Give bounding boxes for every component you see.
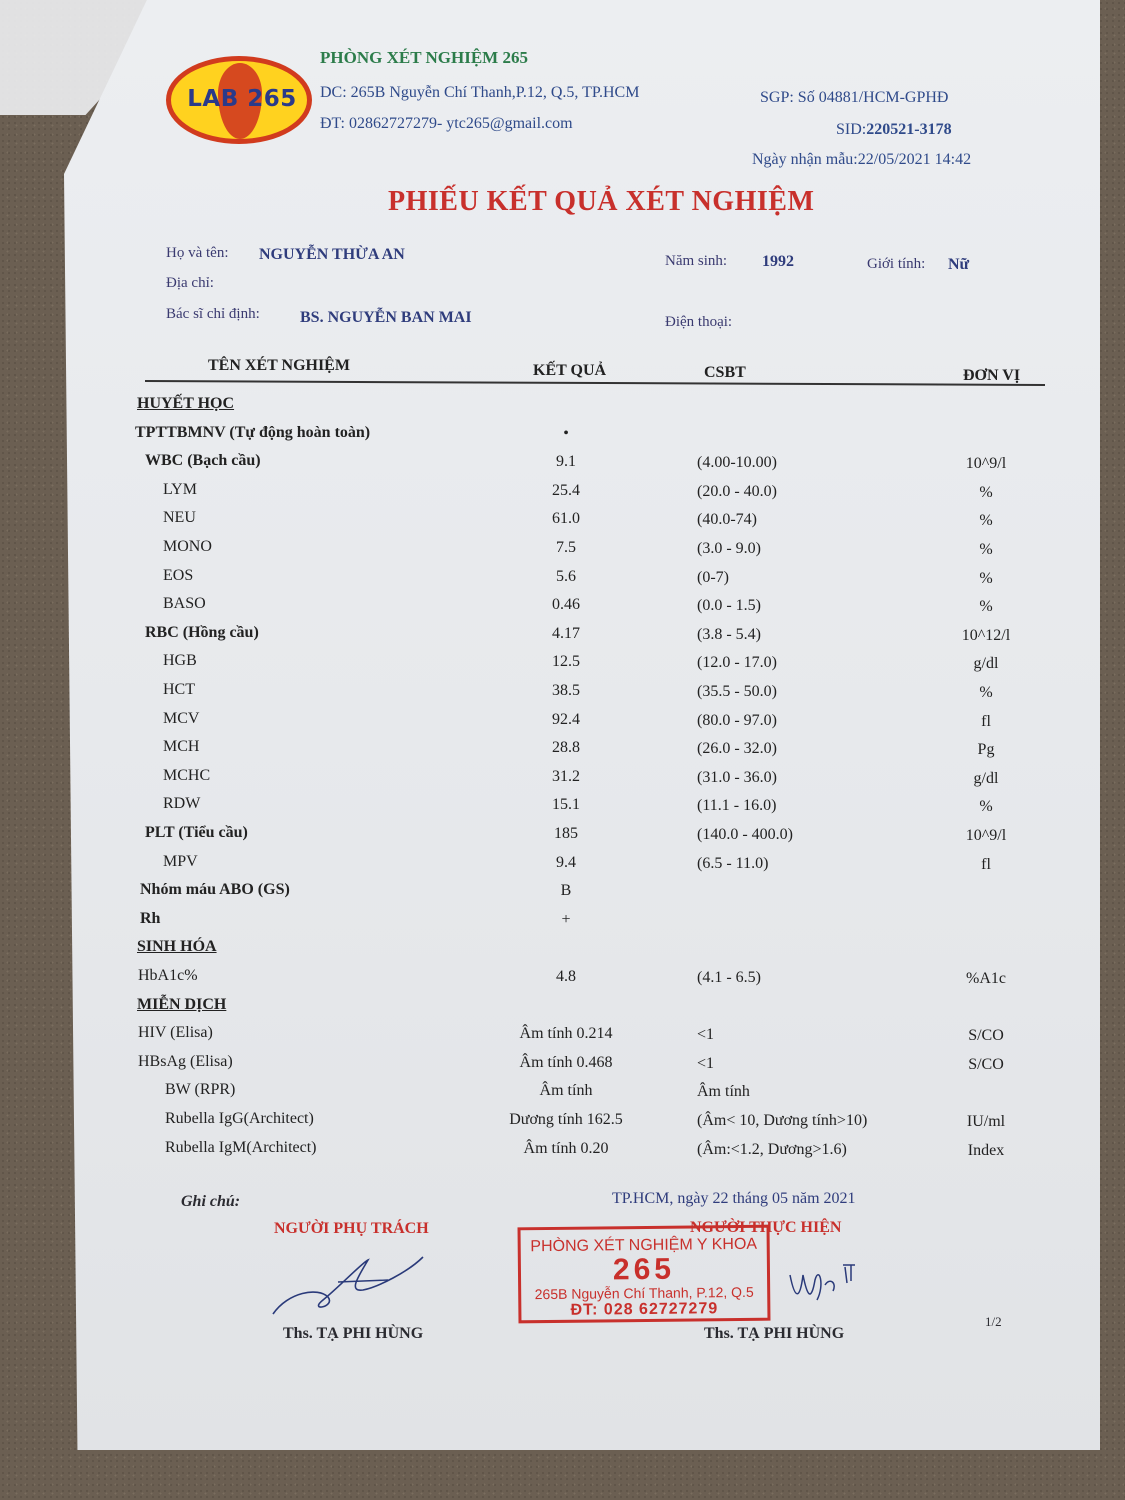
unit: % xyxy=(979,512,993,529)
unit: fl xyxy=(981,856,991,873)
unit: fl xyxy=(981,713,991,730)
gender-label: Giới tính: xyxy=(867,256,926,272)
test-name: RDW xyxy=(163,795,201,812)
address-label: Địa chỉ: xyxy=(166,275,214,291)
test-result: 28.8 xyxy=(552,739,580,756)
test-name: Rh xyxy=(140,910,161,927)
reference-range: (31.0 - 36.0) xyxy=(697,769,777,786)
test-result: 25.4 xyxy=(552,482,580,499)
col-unit: ĐƠN VỊ xyxy=(963,367,1021,384)
test-result: 61.0 xyxy=(552,510,580,527)
doctor-label: Bác sĩ chỉ định: xyxy=(166,306,260,322)
section-heading: SINH HÓA xyxy=(137,938,217,955)
test-name: HCT xyxy=(163,681,195,698)
reference-range: <1 xyxy=(697,1055,715,1072)
reference-range: (3.0 - 9.0) xyxy=(697,540,761,557)
test-name: HbA1c% xyxy=(138,967,198,984)
test-result: Dương tính 162.5 xyxy=(509,1111,623,1128)
test-result: 4.8 xyxy=(556,968,576,985)
unit: g/dl xyxy=(973,770,999,787)
performer-title: NGƯỜI THỰC HIỆN xyxy=(690,1219,842,1236)
reference-range: (40.0-74) xyxy=(697,511,757,528)
reference-range: (6.5 - 11.0) xyxy=(697,855,769,872)
test-result: 38.5 xyxy=(552,682,580,699)
reference-range: (80.0 - 97.0) xyxy=(697,712,777,729)
test-name: MCHC xyxy=(163,767,211,784)
sid-value: 220521-3178 xyxy=(866,121,952,138)
reference-range: Âm tính xyxy=(697,1083,750,1100)
test-name: WBC (Bạch cầu) xyxy=(145,452,261,469)
gender-value: Nữ xyxy=(948,256,970,273)
test-name: MCH xyxy=(163,738,200,755)
reference-range: (35.5 - 50.0) xyxy=(697,683,777,700)
test-name: HBsAg (Elisa) xyxy=(138,1053,233,1070)
test-name: BASO xyxy=(163,595,206,612)
unit: % xyxy=(979,484,993,501)
stamp-line-3: 265B Nguyễn Chí Thanh, P.12, Q.5 xyxy=(534,1283,754,1303)
reference-range: (20.0 - 40.0) xyxy=(697,483,777,500)
test-result: 4.17 xyxy=(552,625,580,642)
test-name: HIV (Elisa) xyxy=(138,1024,213,1041)
sid-label: SID: xyxy=(836,121,867,138)
unit: Pg xyxy=(977,741,995,758)
col-result: KẾT QUẢ xyxy=(533,362,607,379)
test-result: 0.46 xyxy=(552,596,580,613)
page-number: 1/2 xyxy=(985,1314,1002,1329)
reference-range: (Âm:<1.2, Dương>1.6) xyxy=(697,1141,847,1158)
test-name: HGB xyxy=(163,652,197,669)
lab-logo xyxy=(166,56,312,144)
reference-range: (11.1 - 16.0) xyxy=(697,797,777,814)
birth-year: 1992 xyxy=(762,253,794,270)
test-result: 9.1 xyxy=(556,453,576,470)
unit: S/CO xyxy=(968,1027,1004,1044)
reference-range: (0.0 - 1.5) xyxy=(697,597,761,614)
lab-phone: ĐT: 02862727279- ytc265@gmail.com xyxy=(320,115,573,132)
test-name: PLT (Tiểu cầu) xyxy=(145,824,248,841)
test-name: Rubella IgG(Architect) xyxy=(165,1110,314,1127)
note-label: Ghi chú: xyxy=(181,1193,241,1210)
test-name: EOS xyxy=(163,567,194,584)
name-label: Họ và tên: xyxy=(166,245,229,261)
reference-range: (26.0 - 32.0) xyxy=(697,740,777,757)
unit: 10^9/l xyxy=(965,455,1007,472)
license-number: SGP: Số 04881/HCM-GPHĐ xyxy=(760,89,949,106)
unit: 10^12/l xyxy=(961,627,1011,644)
phone-label: Điện thoại: xyxy=(665,314,733,330)
section-heading: HUYẾT HỌC xyxy=(137,395,235,412)
stamp-line-4: ĐT: 028 62727279 xyxy=(570,1300,719,1319)
section-heading: MIỄN DỊCH xyxy=(137,996,227,1013)
col-reference: CSBT xyxy=(704,364,746,381)
test-result: 12.5 xyxy=(552,653,580,670)
unit: g/dl xyxy=(973,655,999,672)
birth-label: Năm sinh: xyxy=(665,253,728,269)
received-time: Ngày nhận mẫu:22/05/2021 14:42 xyxy=(752,151,972,168)
unit: S/CO xyxy=(968,1056,1004,1073)
test-name: NEU xyxy=(163,509,196,526)
test-name: MONO xyxy=(163,538,212,555)
reference-range: (140.0 - 400.0) xyxy=(697,826,793,843)
unit: IU/ml xyxy=(966,1113,1006,1130)
test-name: MPV xyxy=(163,853,198,870)
supervisor-name: Ths. TẠ PHI HÙNG xyxy=(283,1325,424,1342)
document-title: PHIẾU KẾT QUẢ XÉT NGHIỆM xyxy=(388,186,815,217)
reference-range: (4.1 - 6.5) xyxy=(697,969,761,986)
unit: 10^9/l xyxy=(965,827,1007,844)
reference-range: <1 xyxy=(697,1026,715,1043)
lab-name: PHÒNG XÉT NGHIỆM 265 xyxy=(320,48,528,67)
unit: %A1c xyxy=(966,970,1006,987)
reference-range: (4.00-10.00) xyxy=(697,454,777,471)
unit: % xyxy=(979,684,993,701)
test-result: Âm tính 0.468 xyxy=(519,1054,613,1071)
doctor-name: BS. NGUYỄN BAN MAI xyxy=(300,309,472,326)
reference-range: (3.8 - 5.4) xyxy=(697,626,761,643)
test-result: + xyxy=(561,911,571,928)
test-result: 31.2 xyxy=(552,768,580,785)
test-result: Âm tính 0.214 xyxy=(519,1025,613,1042)
lab-address: DC: 265B Nguyễn Chí Thanh,P.12, Q.5, TP.HCM xyxy=(320,84,640,101)
test-result: Âm tính xyxy=(539,1082,593,1099)
test-result: 5.6 xyxy=(556,568,576,585)
test-name: LYM xyxy=(163,481,197,498)
test-name: TPTTBMNV (Tự động hoàn toàn) xyxy=(135,424,371,441)
reference-range: (12.0 - 17.0) xyxy=(697,654,777,671)
reference-range: (Âm< 10, Dương tính>10) xyxy=(697,1112,868,1129)
patient-name: NGUYỄN THỪA AN xyxy=(259,246,405,263)
unit: % xyxy=(979,541,993,558)
test-result: 185 xyxy=(554,825,578,842)
test-name: Rubella IgM(Architect) xyxy=(165,1139,317,1156)
unit: % xyxy=(979,598,993,615)
unit: % xyxy=(979,570,993,587)
col-test-name: TÊN XÉT NGHIỆM xyxy=(208,357,350,374)
logo-text: LAB 265 xyxy=(187,86,297,112)
performer-name: Ths. TẠ PHI HÙNG xyxy=(704,1325,845,1342)
unit: % xyxy=(979,798,993,815)
test-name: Nhóm máu ABO (GS) xyxy=(140,881,290,898)
stamp-line-1: PHÒNG XÉT NGHIỆM Y KHOA xyxy=(530,1235,758,1256)
sample-id xyxy=(836,121,952,139)
test-name: BW (RPR) xyxy=(165,1081,236,1098)
report-date: TP.HCM, ngày 22 tháng 05 năm 2021 xyxy=(612,1190,856,1207)
test-result: 7.5 xyxy=(556,539,576,556)
lab-stamp xyxy=(518,1225,771,1324)
test-result: Âm tính 0.20 xyxy=(523,1140,609,1157)
supervisor-title: NGƯỜI PHỤ TRÁCH xyxy=(274,1220,429,1237)
test-result: 92.4 xyxy=(552,711,580,728)
test-name: RBC (Hồng cầu) xyxy=(145,624,259,641)
test-result: 9.4 xyxy=(556,854,576,871)
test-result: • xyxy=(563,425,569,442)
test-result: B xyxy=(560,882,572,899)
test-name: MCV xyxy=(163,710,200,727)
unit: Index xyxy=(967,1142,1005,1159)
reference-range: (0-7) xyxy=(697,569,729,586)
signature-right xyxy=(785,1255,865,1310)
test-result: 15.1 xyxy=(552,796,580,813)
signature-left xyxy=(268,1252,428,1322)
stamp-line-2: 265 xyxy=(612,1252,676,1287)
